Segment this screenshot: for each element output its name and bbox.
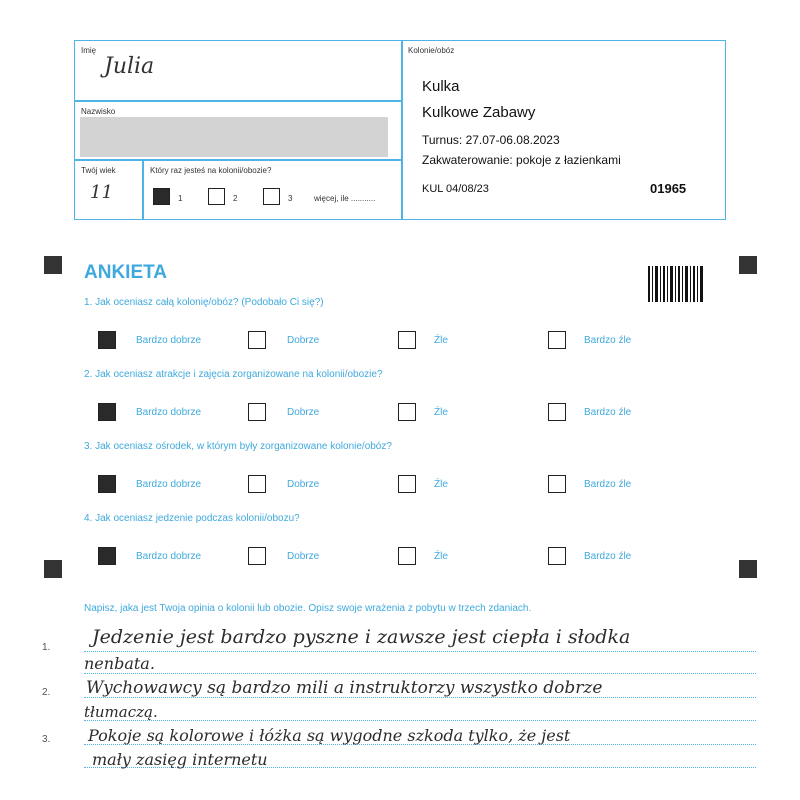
name-divider (74, 100, 401, 102)
camp-code: KUL 04/08/23 (422, 183, 489, 195)
age-divider (142, 159, 144, 220)
surname-redaction (80, 117, 388, 157)
age-value: 11 (90, 182, 113, 203)
times-option-more: więcej, ile ........... (314, 194, 376, 203)
accommodation: Zakwaterowanie: pokoje z łazienkami (422, 153, 621, 167)
age-label: Twój wiek (81, 166, 116, 175)
registration-marker (44, 256, 62, 274)
question-text: 2. Jak oceniasz atrakcje i zajęcia zorganizowane na kolonii/obozie? (84, 369, 383, 380)
answer-text: Jedzenie jest bardzo pyszne i zawsze jest ciepła i słodka (92, 626, 631, 648)
rating-checkbox[interactable] (248, 547, 266, 565)
rating-option-label: Bardzo źle (584, 335, 632, 346)
rating-option-label: Dobrze (287, 479, 320, 490)
answer-text: mały zasięg internetu (92, 750, 268, 769)
rating-checkbox[interactable] (248, 331, 266, 349)
answer-line (84, 651, 756, 652)
rating-option-label: Bardzo dobrze (136, 335, 202, 346)
registration-marker (739, 256, 757, 274)
camp-program: Kulkowe Zabawy (422, 104, 536, 121)
form-number: 01965 (650, 181, 687, 196)
answer-text: nenbata. (84, 654, 155, 673)
rating-checkbox[interactable] (98, 403, 116, 421)
turnus: Turnus: 27.07-06.08.2023 (422, 133, 560, 147)
rating-option-label: Źle (434, 335, 448, 346)
rating-option-label: Bardzo źle (584, 551, 632, 562)
question-text: 3. Jak oceniasz ośrodek, w którym były zorganizowane kolonie/obóz? (84, 441, 392, 452)
rating-checkbox[interactable] (248, 475, 266, 493)
registration-marker (44, 560, 62, 578)
times-option-3: 3 (288, 194, 293, 203)
rating-checkbox[interactable] (98, 547, 116, 565)
rating-checkbox[interactable] (548, 547, 566, 565)
barcode (648, 266, 704, 302)
question-text: 4. Jak oceniasz jedzenie podczas kolonii/obozu? (84, 513, 300, 524)
times-checkbox-2[interactable] (208, 188, 225, 205)
rating-checkbox[interactable] (398, 547, 416, 565)
line-number: 3. (42, 734, 51, 745)
rating-option-label: Źle (434, 551, 448, 562)
rating-checkbox[interactable] (98, 331, 116, 349)
surname-label: Nazwisko (81, 107, 116, 116)
rating-option-label: Dobrze (287, 551, 320, 562)
rating-option-label: Bardzo dobrze (136, 479, 202, 490)
rating-checkbox[interactable] (398, 475, 416, 493)
answer-line (84, 673, 756, 674)
rating-option-label: Bardzo źle (584, 479, 632, 490)
rating-checkbox[interactable] (98, 475, 116, 493)
rating-option-label: Dobrze (287, 407, 320, 418)
times-label: Który raz jesteś na kolonii/obozie? (150, 166, 272, 175)
name-value: Julia (104, 54, 155, 79)
times-checkbox-3[interactable] (263, 188, 280, 205)
survey-title: ANKIETA (84, 262, 168, 283)
rating-option-label: Źle (434, 479, 448, 490)
rating-checkbox[interactable] (398, 331, 416, 349)
times-checkbox-1[interactable] (153, 188, 170, 205)
answer-text: Wychowawcy są bardzo mili a instruktorzy wszystko dobrze (86, 678, 603, 698)
rating-option-label: Bardzo dobrze (136, 407, 202, 418)
surname-divider (74, 159, 401, 161)
rating-checkbox[interactable] (398, 403, 416, 421)
camp-name: Kulka (422, 78, 460, 95)
header-divider (401, 40, 403, 220)
answer-text: tłumaczą. (84, 703, 158, 721)
rating-option-label: Bardzo źle (584, 407, 632, 418)
times-option-2: 2 (233, 194, 238, 203)
times-option-1: 1 (178, 194, 183, 203)
name-label: Imię (81, 46, 97, 55)
rating-checkbox[interactable] (248, 403, 266, 421)
opinion-prompt: Napisz, jaka jest Twoja opinia o kolonii lub obozie. Opisz swoje wrażenia z pobytu w trzech zdaniach. (84, 603, 532, 614)
answer-line (84, 720, 756, 721)
question-text: 1. Jak oceniasz całą kolonię/obóz? (Podobało Ci się?) (84, 297, 324, 308)
line-number: 1. (42, 642, 51, 653)
rating-option-label: Dobrze (287, 335, 320, 346)
rating-checkbox[interactable] (548, 475, 566, 493)
rating-option-label: Źle (434, 407, 448, 418)
rating-option-label: Bardzo dobrze (136, 551, 202, 562)
rating-checkbox[interactable] (548, 331, 566, 349)
answer-text: Pokoje są kolorowe i łóżka są wygodne szkoda tylko, że jest (88, 726, 571, 745)
line-number: 2. (42, 687, 51, 698)
camp-label: Kolonie/obóz (408, 46, 455, 55)
rating-checkbox[interactable] (548, 403, 566, 421)
registration-marker (739, 560, 757, 578)
